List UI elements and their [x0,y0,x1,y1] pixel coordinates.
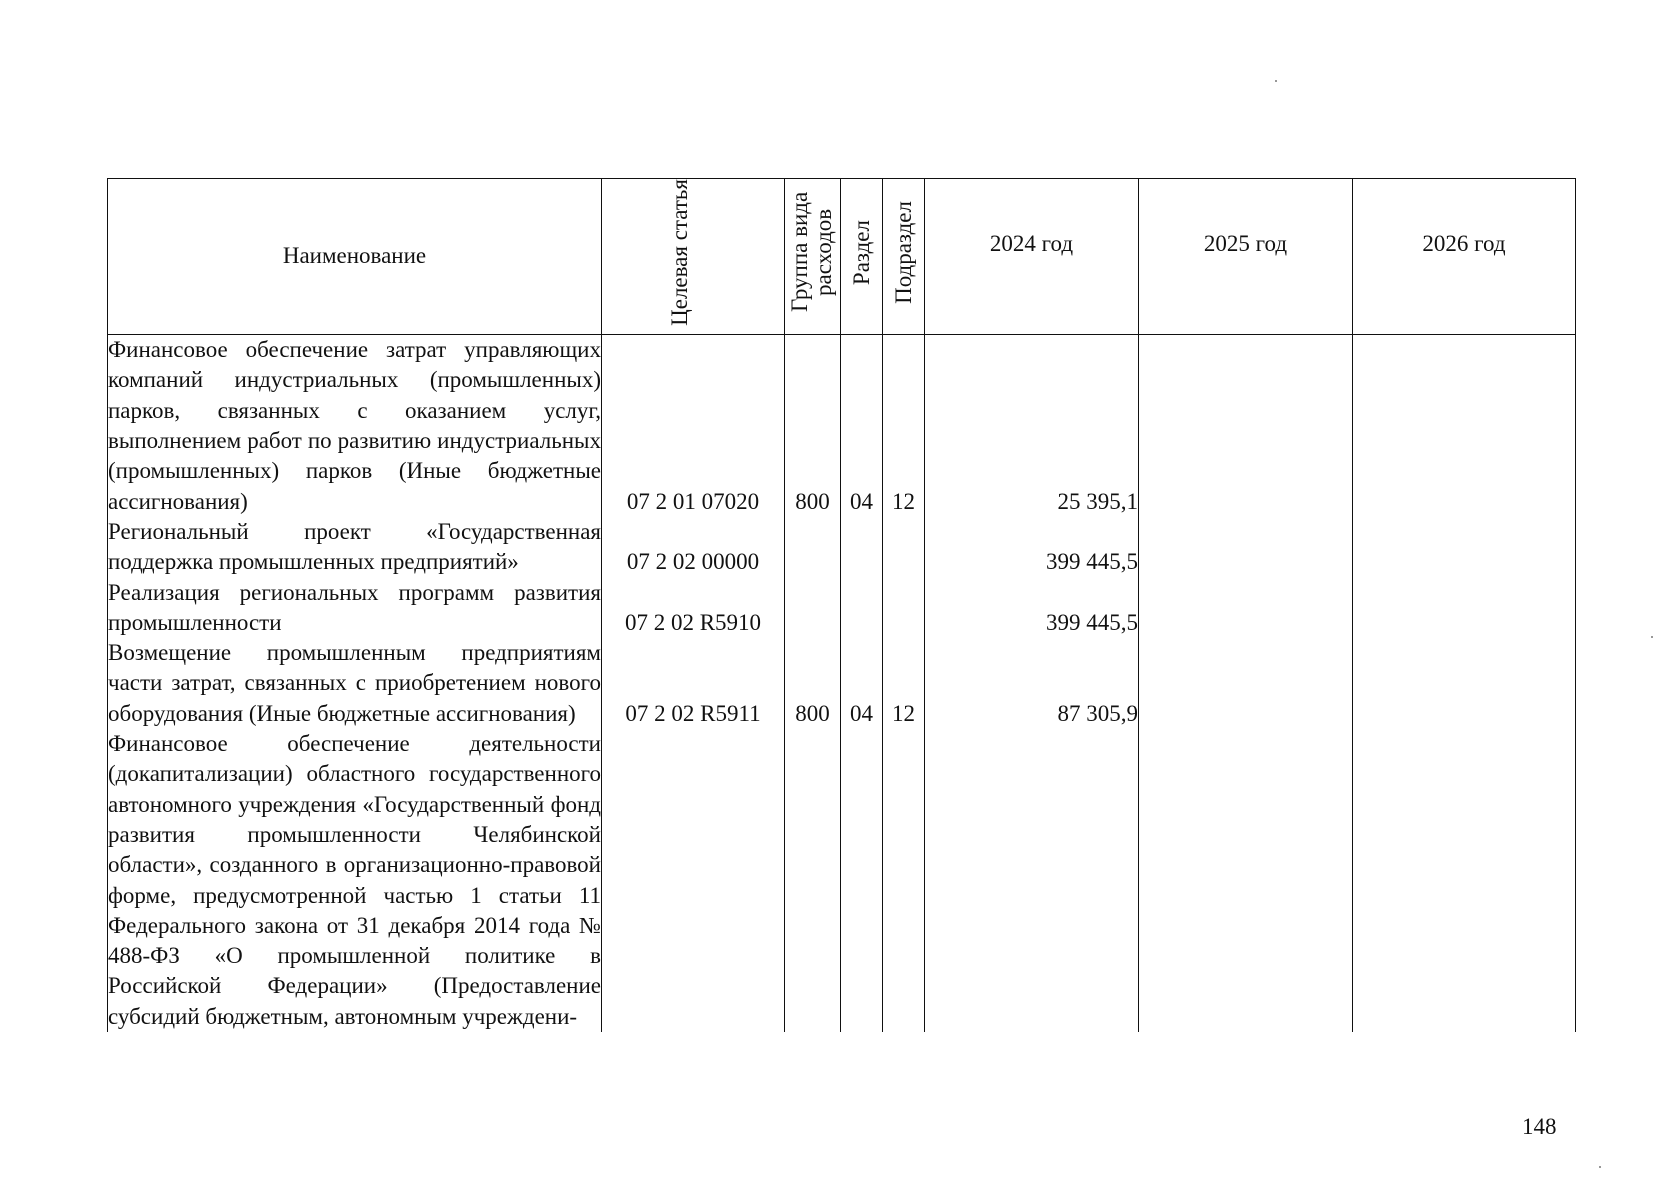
row-section [841,578,883,639]
row-target-code [602,729,785,1032]
row-target-code: 07 2 02 R5911 [602,638,785,729]
table-row [108,729,1576,1032]
row-target-code: 07 2 02 00000 [602,517,785,578]
page-number: 148 [1522,1114,1557,1139]
row-amount-2024: 25 395,1 [925,335,1139,517]
row-expense-group [785,517,841,578]
header-name: Наименование [108,179,602,335]
header-section: Раздел [841,179,883,335]
row-subsection [883,517,925,578]
row-name: Финансовое обеспечение деятельности (докапитализации) областного государственного автономного учреждения «Государственный фонд развития промышленности Челябинской области», созданного в организационно-правовой форме, предусмотренной частью 1 статьи 11 Федерального закона от 31 декабря 2014 года № 488-ФЗ «О промышленной политике в Российской Федерации» (Предоставление субсидий бюджетным, автономным учреждени- [108,729,602,1032]
row-target-code: 07 2 02 R5910 [602,578,785,639]
row-section: 04 [841,638,883,729]
header-expense-group: Группа вида расходов [785,179,841,335]
row-subsection: 12 [883,335,925,517]
row-amount-2024: 87 305,9 [925,638,1139,729]
row-amount-2024: 399 445,5 [925,517,1139,578]
table-row [108,578,1576,639]
table-row [108,638,1576,729]
row-section [841,729,883,1032]
row-amount-2026 [1353,729,1576,1032]
header-target-article: Целевая статья [602,179,785,335]
row-expense-group: 800 [785,335,841,517]
row-subsection [883,729,925,1032]
row-amount-2026 [1353,517,1576,578]
row-subsection [883,578,925,639]
header-subsection: Подраздел [883,179,925,335]
row-amount-2025 [1139,578,1353,639]
scan-speck [1275,80,1277,82]
scan-speck [1599,1166,1601,1168]
scan-speck [1651,636,1653,638]
row-amount-2026 [1353,638,1576,729]
row-amount-2024 [925,729,1139,1032]
budget-table [107,178,1576,1032]
row-target-code: 07 2 01 07020 [602,335,785,517]
header-year-2026: 2026 год [1353,179,1576,335]
header-year-2024: 2024 год [925,179,1139,335]
row-expense-group: 800 [785,638,841,729]
row-section [841,517,883,578]
table-header-row [108,179,1576,335]
table-row [108,335,1576,517]
table-row [108,517,1576,578]
row-subsection: 12 [883,638,925,729]
row-expense-group [785,578,841,639]
header-year-2025: 2025 год [1139,179,1353,335]
row-name: Региональный проект «Государственная поддержка промышленных предприятий» [108,517,602,578]
row-amount-2025 [1139,517,1353,578]
row-amount-2026 [1353,578,1576,639]
row-section: 04 [841,335,883,517]
row-name: Возмещение промышленным предприятиям части затрат, связанных с приобретением нового оборудования (Иные бюджетные ассигнования) [108,638,602,729]
row-amount-2026 [1353,335,1576,517]
row-amount-2024: 399 445,5 [925,578,1139,639]
row-amount-2025 [1139,638,1353,729]
row-name: Реализация региональных программ развития промышленности [108,578,602,639]
row-amount-2025 [1139,335,1353,517]
row-name: Финансовое обеспечение затрат управляющих компаний индустриальных (промышленных) парков, связанных с оказанием услуг, выполнением работ по развитию индустриальных (промышленных) парков (Иные бюджетные ассигнования) [108,335,602,517]
row-amount-2025 [1139,729,1353,1032]
row-expense-group [785,729,841,1032]
